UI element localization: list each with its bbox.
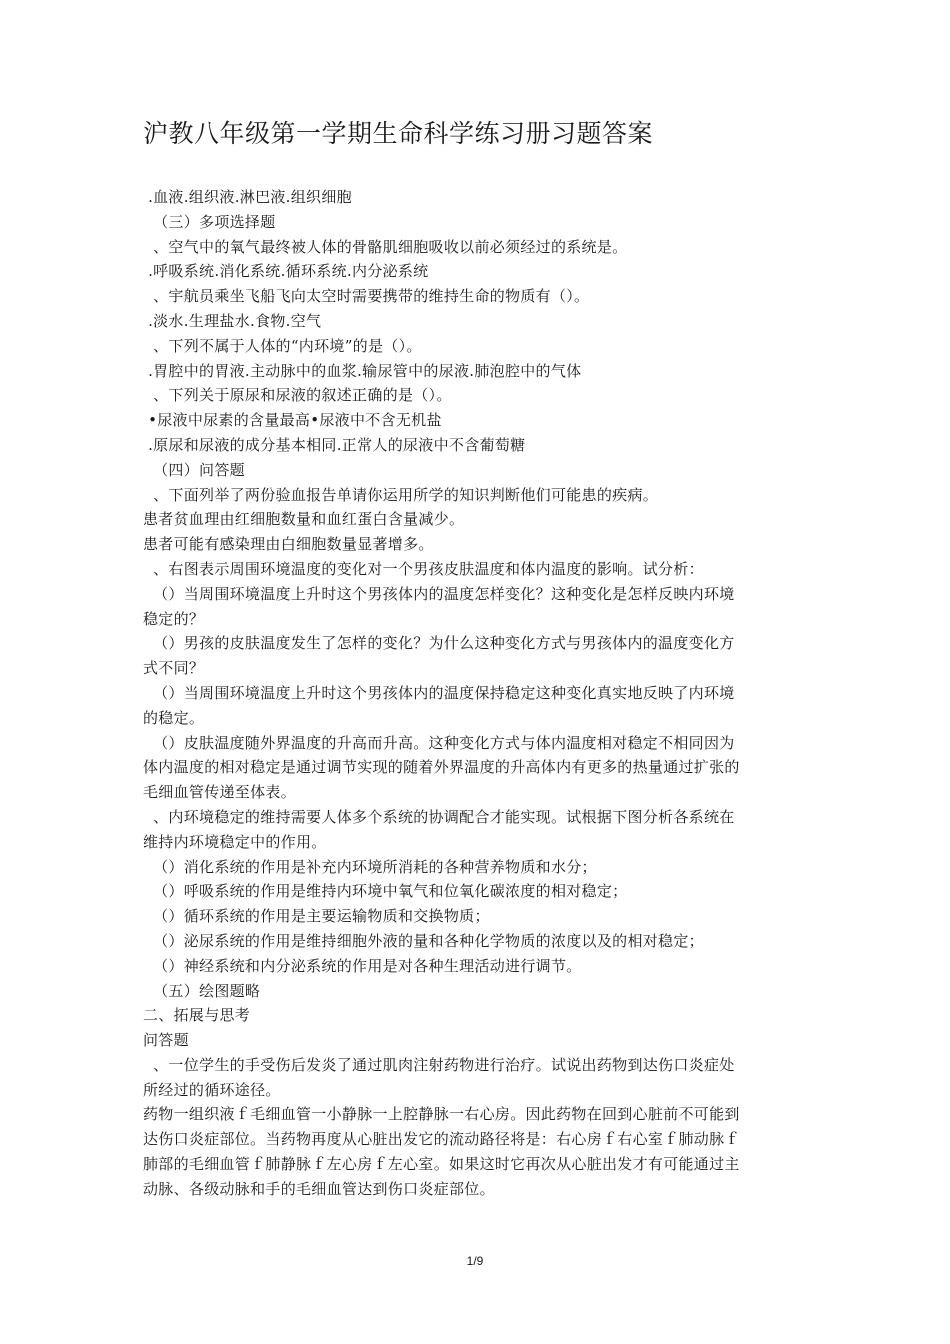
text-line: 稳定的？ [143,609,205,628]
document-body [143,185,807,1202]
page-title: 沪教八年级第一学期生命科学练习册习题答案 [143,119,654,148]
text-line: 、内环境稳定的维持需要人体多个系统的协调配合才能实现。试根据下图分析各系统在 [143,807,735,826]
text-line: （三）多项选择题 [143,212,276,231]
text-line: 患者贫血理由红细胞数量和血红蛋白含量减少。 [143,510,465,529]
text-line: （）男孩的皮肤温度发生了怎样的变化？为什么这种变化方式与男孩体内的温度变化方 [143,634,735,653]
text-line: 、空气中的氧气最终被人体的骨骼肌细胞吸收以前必须经过的系统是。 [143,237,628,256]
text-line: （五）绘图题略 [143,981,261,1000]
text-line: 的稳定。 [143,708,205,727]
text-line: 所经过的循环途径。 [143,1080,281,1099]
text-line: 、下列不属于人体的“内环境”的是（）。 [143,336,422,355]
text-line: 问答题 [143,1031,189,1050]
text-line: （）循环系统的作用是主要运输物质和交换物质； [143,907,490,926]
text-line: 药物一组织液ｆ毛细血管一小静脉一上腔静脉一右心房。因此药物在回到心脏前不可能到 [143,1105,740,1124]
text-line: 、下列关于原尿和尿液的叙述正确的是（）。 [143,386,452,405]
text-line: .血液.组织液.淋巴液.组织细胞 [143,188,352,206]
text-line: （）当周围环境温度上升时这个男孩体内的温度怎样变化？这种变化是怎样反映内环境 [143,584,735,603]
text-line: .淡水.生理盐水.食物.空气 [143,311,322,330]
text-line: 动脉、各级动脉和手的毛细血管达到伤口炎症部位。 [143,1179,495,1198]
text-line: （）呼吸系统的作用是维持内环境中氧气和位氧化碳浓度的相对稳定； [143,882,628,901]
text-line: （）消化系统的作用是补充内环境所消耗的各种营养物质和水分； [143,857,597,876]
text-line: 维持内环境稳定中的作用。 [143,832,327,851]
text-line: 二、拓展与思考 [143,1006,251,1025]
text-line: 、下面列举了两份验血报告单请你运用所学的知识判断他们可能患的疾病。 [143,485,659,504]
text-line: 体内温度的相对稳定是通过调节实现的随着外界温度的升高体内有更多的热量通过扩张的 [143,758,740,777]
text-line: 肺部的毛细血管ｆ肺静脉ｆ左心房ｆ左心室。如果这时它再次从心脏出发才有可能通过主 [143,1155,740,1174]
text-line: （）神经系统和内分泌系统的作用是对各种生理活动进行调节。 [143,956,582,975]
text-line: 患者可能有感染理由白细胞数量显著增多。 [143,535,434,554]
text-line: 、一位学生的手受伤后发炎了通过肌肉注射药物进行治疗。试说出药物到达伤口炎症处 [143,1055,735,1074]
text-line: （）泌尿系统的作用是维持细胞外液的量和各种化学物质的浓度以及的相对稳定； [143,931,704,950]
text-line: 式不同？ [143,659,205,678]
text-line: 达伤口炎症部位。当药物再度从心脏出发它的流动路径将是：右心房ｆ右心室ｆ肺动脉ｆ [143,1130,740,1149]
page-number: 1/9 [466,1254,484,1268]
text-line: （四）问答题 [143,460,245,479]
text-line: .胃腔中的胃液.主动脉中的血浆.输尿管中的尿液.肺泡腔中的气体 [143,361,582,380]
text-line: .呼吸系统.消化系统.循环系统.内分泌系统 [143,262,429,281]
text-line: 毛细血管传递至体表。 [143,783,297,802]
text-line: （）皮肤温度随外界温度的升高而升高。这种变化方式与体内温度相对稳定不相同因为 [143,733,735,752]
text-line: .原尿和尿液的成分基本相同.正常人的尿液中不含葡萄糖 [143,435,526,454]
text-line: （）当周围环境温度上升时这个男孩体内的温度保持稳定这种变化真实地反映了内环境 [143,683,735,702]
text-line: 、宇航员乘坐飞船飞向太空时需要携带的维持生命的物质有（）。 [143,287,590,306]
text-line: 、右图表示周围环境温度的变化对一个男孩皮肤温度和体内温度的影响。试分析： [143,559,704,578]
text-line: •尿液中尿素的含量最高•尿液中不含无机盐 [143,411,442,430]
